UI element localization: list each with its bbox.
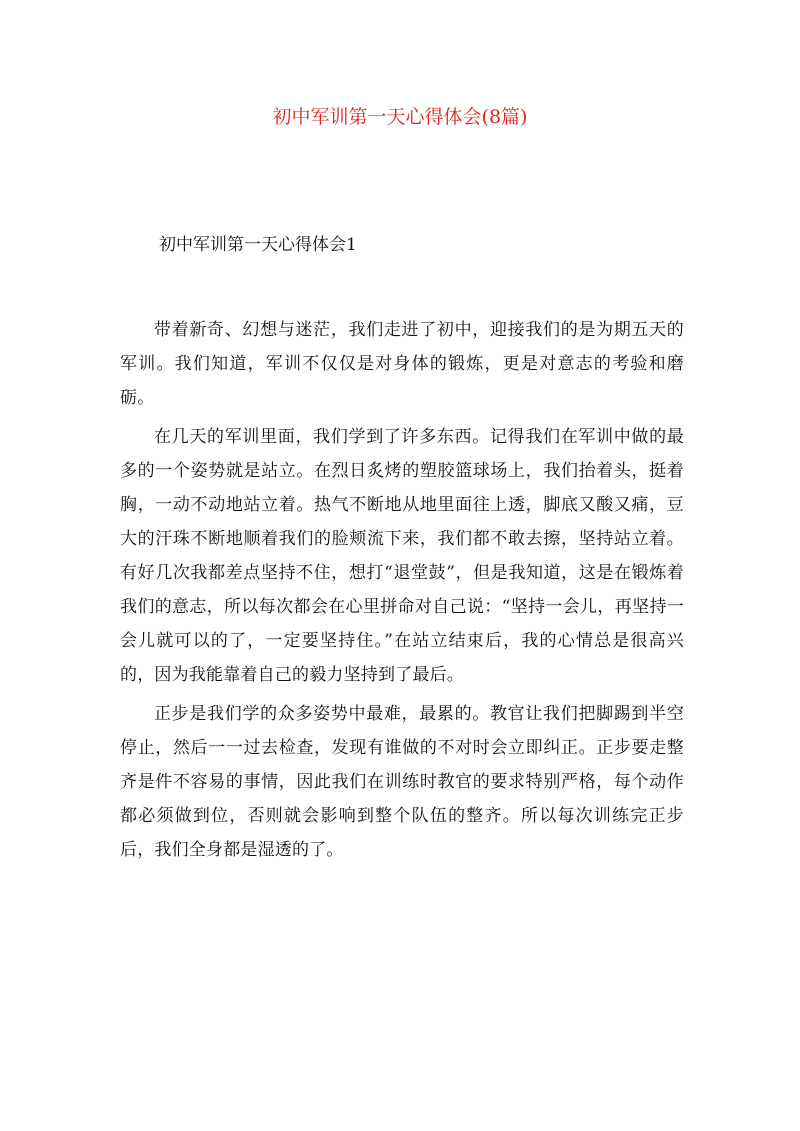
paragraph: 带着新奇、幻想与迷茫，我们走进了初中，迎接我们的是为期五天的军训。我们知道，军训不仅仅是对身体的锻炼，更是对意志的考验和磨砺。 [120,320,684,408]
document-body [120,313,684,872]
paragraph: 正步是我们学的众多姿势中最难，最累的。教官让我们把脚踢到半空停止，然后一一过去检查，发现有谁做的不对时会立即纠正。正步要走整齐是件不容易的事情，因此我们在训练时教官的要求特别严格，每个动作都必须做到位，否则就会影响到整个队伍的整齐。所以每次训练完正步后，我们全身都是湿透的了。 [120,704,684,860]
paragraph: 在几天的军训里面，我们学到了许多东西。记得我们在军训中做的最多的一个姿势就是站立。在烈日炙烤的塑胶篮球场上，我们抬着头，挺着胸，一动不动地站立着。热气不断地从地里面往上透，脚底又酸又痛，豆大的汗珠不断地顺着我们的脸颊流下来，我们都不敢去擦，坚持站立着。有好几次我都差点坚持不住，想打“退堂鼓”，但是我知道，这是在锻炼着我们的意志，所以每次都会在心里拼命对自己说：“坚持一会儿，再坚持一会儿就可以的了，一定要坚持住。”在站立结束后，我的心情总是很高兴的，因为我能靠着自己的毅力坚持到了最后。 [120,427,684,685]
section-heading: 初中军训第一天心得体会1 [159,235,357,255]
document-title: 初中军训第一天心得体会(8篇) [272,106,528,128]
